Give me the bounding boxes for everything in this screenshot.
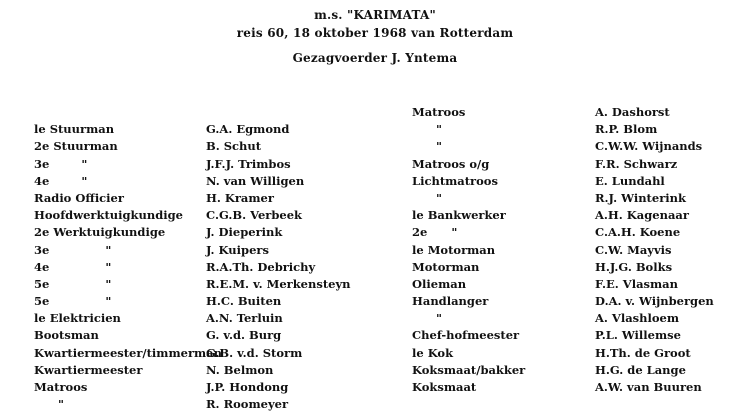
rank-cell: Hoofdwerktuigkundige xyxy=(34,208,183,223)
rank-cell: Radio Officier xyxy=(34,190,124,205)
rank-cell: 2e " xyxy=(412,225,458,240)
name-cell: R.E.M. v. Merkensteyn xyxy=(206,276,351,291)
name-cell: E. Lundahl xyxy=(595,173,665,188)
name-cell: J.F.J. Trimbos xyxy=(206,156,291,171)
rank-cell: Kwartiermeester xyxy=(34,362,143,377)
rank-cell: Koksmaat xyxy=(412,380,477,394)
name-cell: A.N. Terluin xyxy=(206,311,283,326)
rank-cell: Koksmaat/bakker xyxy=(412,362,526,377)
rank-cell: le Kok xyxy=(412,345,454,360)
rank-cell: " xyxy=(412,122,443,137)
captain-line: Gezagvoerder J. Yntema xyxy=(292,51,458,65)
name-cell: H.C. Buiten xyxy=(206,294,282,309)
rank-cell: 3e " xyxy=(34,156,88,171)
rank-cell: 2e Stuurman xyxy=(34,139,118,154)
rank-cell: Motorman xyxy=(412,259,480,274)
rank-cell: Bootsman xyxy=(34,328,99,343)
left-rank-column xyxy=(34,104,222,413)
voyage-line: reis 60, 18 oktober 1968 van Rotterdam xyxy=(236,26,514,40)
rank-cell: le Stuurman xyxy=(34,122,115,137)
rank-cell: Matroos xyxy=(34,380,88,394)
rank-cell: Handlanger xyxy=(412,294,489,309)
name-cell: F.R. Schwarz xyxy=(595,156,678,171)
name-cell: F.E. Vlasman xyxy=(595,276,678,291)
name-cell: H. Kramer xyxy=(206,190,274,205)
name-cell: H.J.G. Bolks xyxy=(595,259,673,274)
name-cell: C.W. Mayvis xyxy=(595,242,672,257)
name-cell: G. v.d. Burg xyxy=(206,328,282,343)
name-cell: C.G.B. Verbeek xyxy=(206,208,302,223)
name-cell: H.G. de Lange xyxy=(595,362,686,377)
rank-cell xyxy=(34,104,204,121)
name-cell: J.P. Hondong xyxy=(206,380,289,394)
name-cell: B. Schut xyxy=(206,139,262,154)
name-cell: G.A. Egmond xyxy=(206,122,290,137)
right-name-column xyxy=(595,104,745,396)
name-cell: J. Kuipers xyxy=(206,242,269,257)
name-cell: A. Vlashloem xyxy=(595,311,680,326)
rank-cell: Kwartiermeester/timmerman xyxy=(34,345,222,360)
rank-cell: Chef-hofmeester xyxy=(412,328,520,343)
rank-cell: 5e " xyxy=(34,276,112,291)
rank-cell: le Bankwerker xyxy=(412,208,506,223)
name-cell: N. van Willigen xyxy=(206,173,305,188)
name-cell: A.H. Kagenaar xyxy=(595,208,689,223)
rank-cell: le Motorman xyxy=(412,242,496,257)
rank-cell: Matroos o/g xyxy=(412,156,490,171)
rank-cell: Matroos xyxy=(412,105,466,119)
name-cell: R.J. Winterink xyxy=(595,190,686,205)
rank-cell: 2e Werktuigkundige xyxy=(34,225,166,240)
name-cell: R.P. Blom xyxy=(595,122,658,137)
rank-cell: " xyxy=(412,311,443,326)
name-cell: C.A.H. Koene xyxy=(595,225,681,240)
name-cell: D.A. v. Wijnbergen xyxy=(595,294,714,309)
left-name-column xyxy=(206,104,406,413)
name-cell: H.Th. de Groot xyxy=(595,345,691,360)
name-cell: G.B. v.d. Storm xyxy=(206,345,303,360)
name-cell: A.W. van Buuren xyxy=(595,380,702,394)
name-cell: A. Dashorst xyxy=(595,105,670,119)
rank-cell: 5e " xyxy=(34,294,112,309)
rank-cell: " xyxy=(412,139,443,154)
rank-cell: 4e " xyxy=(34,259,112,274)
rank-cell: 3e " xyxy=(34,242,112,257)
name-cell: J. Dieperink xyxy=(206,225,283,240)
rank-cell: Olieman xyxy=(412,276,467,291)
rank-cell: " xyxy=(34,397,65,412)
name-cell xyxy=(206,104,406,121)
name-cell: R.A.Th. Debrichy xyxy=(206,259,316,274)
name-cell: C.W.W. Wijnands xyxy=(595,139,703,154)
name-cell: R. Roomeyer xyxy=(206,397,289,412)
right-rank-column xyxy=(412,104,587,396)
ship-name: m.s. "KARIMATA" xyxy=(314,8,436,22)
name-cell: P.L. Willemse xyxy=(595,328,681,343)
rank-cell: Lichtmatroos xyxy=(412,173,498,188)
name-cell: N. Belmon xyxy=(206,362,274,377)
rank-cell: " xyxy=(412,190,443,205)
rank-cell: 4e " xyxy=(34,173,88,188)
rank-cell: le Elektricien xyxy=(34,311,121,326)
